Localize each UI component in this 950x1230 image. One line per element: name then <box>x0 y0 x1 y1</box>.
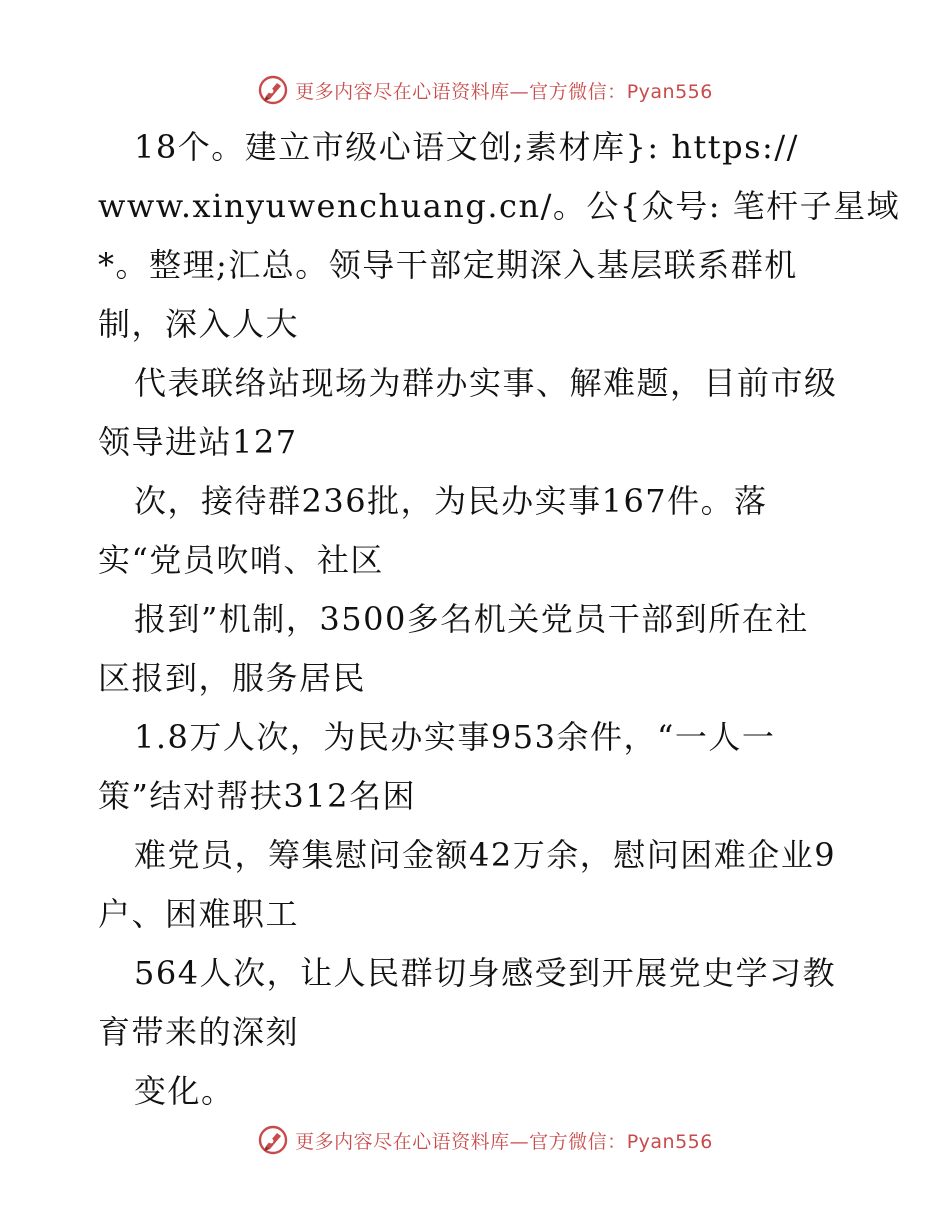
header-promo-text: 更多内容尽在心语资料库 <box>295 80 510 103</box>
text-line: 育带来的深刻 <box>98 1013 300 1051</box>
footer-promo <box>295 1127 713 1154</box>
footer-wechat-id: Pyan556 <box>626 1130 713 1153</box>
footer-banner <box>0 1122 950 1158</box>
logo-icon <box>257 74 289 106</box>
text-line: 策”结对帮扶312名困 <box>98 777 416 815</box>
text-line: 报到”机制，3500多名机关党员干部到所在社 <box>134 600 809 638</box>
text-line: 领导进站127 <box>98 423 298 461</box>
text-line: 18个。建立市级心语文创;素材库}: https:// <box>134 128 799 166</box>
footer-promo-text: 更多内容尽在心语资料库 <box>295 1130 510 1153</box>
logo-icon <box>257 1124 289 1156</box>
text-line: *。整理;汇总。领导干部定期深入基层联系群机 <box>98 246 798 284</box>
text-line: 次，接待群236批，为民办实事167件。落 <box>134 482 768 520</box>
text-line: 区报到，服务居民 <box>98 659 367 697</box>
text-line: 1.8万人次，为民办实事953余件，“一人一 <box>134 718 776 756</box>
header-wechat-label: 官方微信： <box>529 80 627 103</box>
footer-wechat-label: 官方微信： <box>529 1130 627 1153</box>
text-line: 难党员，筹集慰问金额42万余，慰问困难企业9 <box>134 836 837 874</box>
text-line: 户、困难职工 <box>98 895 300 933</box>
text-line: www.xinyuwenchuang.cn/。公{众号: 笔杆子星域 <box>98 187 901 225</box>
footer-banner-inner <box>257 1124 713 1156</box>
text-line: 代表联络站现场为群办实事、解难题，目前市级 <box>134 364 838 402</box>
text-line: 制，深入人大 <box>98 305 300 343</box>
header-banner-inner <box>257 74 713 106</box>
document-body <box>98 118 901 1121</box>
header-promo <box>295 77 713 104</box>
text-line: 变化。 <box>134 1072 235 1110</box>
header-separator: — <box>509 80 530 103</box>
header-wechat-id: Pyan556 <box>626 80 713 103</box>
text-line: 564人次，让人民群切身感受到开展党史学习教 <box>134 954 837 992</box>
header-banner <box>0 72 950 108</box>
text-line: 实“党员吹哨、社区 <box>98 541 384 579</box>
footer-separator: — <box>509 1130 530 1153</box>
